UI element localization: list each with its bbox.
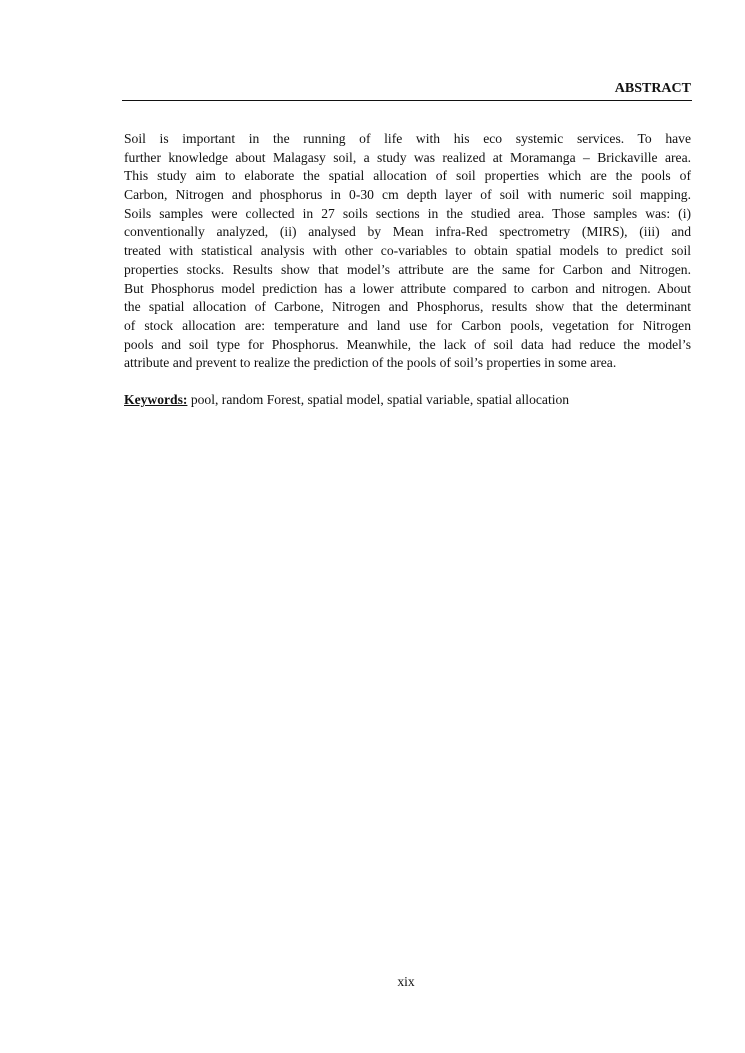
- keywords-line: [124, 391, 569, 410]
- abstract-line: treated with statistical analysis with other co-variables to obtain spatial models to predict soil: [124, 243, 691, 259]
- abstract-line: But Phosphorus model prediction has a lower attribute compared to carbon and nitrogen. About: [124, 280, 691, 296]
- abstract-line: conventionally analyzed, (ii) analysed by Mean infra-Red spectrometry (MIRS), (iii) and: [124, 224, 691, 240]
- abstract-line: properties stocks. Results show that model’s attribute are the same for Carbon and Nitrogen.: [124, 261, 691, 277]
- abstract-paragraph: [124, 130, 691, 373]
- abstract-line: further knowledge about Malagasy soil, a study was realized at Moramanga – Brickaville area.: [124, 149, 691, 165]
- abstract-line: Soils samples were collected in 27 soils sections in the studied area. Those samples was: (i): [124, 205, 691, 221]
- keywords-text: pool, random Forest, spatial model, spatial variable, spatial allocation: [187, 392, 570, 407]
- abstract-line: of stock allocation are: temperature and land use for Carbon pools, vegetation for Nitrogen: [124, 317, 691, 333]
- section-title: ABSTRACT: [614, 81, 691, 96]
- abstract-line: the spatial allocation of Carbone, Nitrogen and Phosphorus, results show that the determinant: [124, 299, 691, 315]
- abstract-line: Soil is important in the running of life with his eco systemic services. To have: [124, 131, 691, 146]
- abstract-line: This study aim to elaborate the spatial allocation of soil properties which are the pools of: [124, 168, 691, 184]
- abstract-line: Carbon, Nitrogen and phosphorus in 0-30 cm depth layer of soil with numeric soil mapping.: [124, 187, 691, 203]
- page-number: xix: [397, 974, 415, 989]
- abstract-line: pools and soil type for Phosphorus. Meanwhile, the lack of soil data had reduce the model’s: [124, 336, 691, 352]
- abstract-line: attribute and prevent to realize the prediction of the pools of soil’s properties in some area.: [124, 355, 617, 371]
- header-rule: [122, 100, 692, 101]
- keywords-label: Keywords:: [124, 392, 188, 407]
